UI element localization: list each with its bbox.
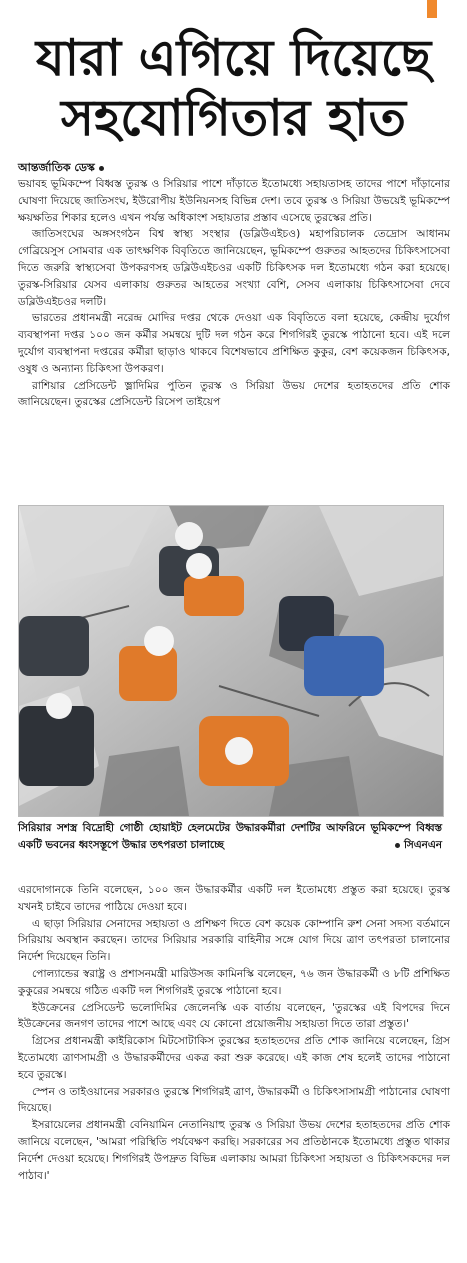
paragraph: এ ছাড়া সিরিয়ার সেনাদের সহায়তা ও প্রশিক্ষণ দিতে বেশ কয়েক কোম্পানি রুশ সেনা সদস্য বর্তমানে সিরিয়ায় অবস্থান করছেন। তাদের সিরিয়ার সরকারি বাহিনীর সঙ্গে যোগ দিয়ে ত্রাণ তৎপরতা চালানোর নির্দেশ দিয়েছেন তিনি।: [18, 917, 450, 964]
headline-line-1: যারা এগিয়ে দিয়েছে: [35, 29, 432, 87]
paragraph: জাতিসংঘের অঙ্গসংগঠন বিশ্ব স্বাস্থ্য সংস্থার (ডব্লিউএইচও) মহাপরিচালক তেদ্রোস আধানম গেব্রিয়েসুস সোমবার এক তাৎক্ষণিক বিবৃতিতে জানিয়েছেন, ভূমিকম্পে গুরুতর আহতদের চিকিৎসাসেবা দিতে জরুরি স্বাস্থ্যসেবা উপকরণসহ ডব্লিউএইচওর একটি চিকিৎসক দল ইতোমধ্যে গঠন করা হয়েছে। তুরস্ক-সিরিয়ার যেসব এলাকায় গুরুতর আহতের সংখ্যা বেশি, সেসব এলাকায় চিকিৎসাসেবা দেবে ডব্লিউএইচওর দলটি।: [18, 228, 450, 308]
paragraph: পোল্যান্ডের স্বরাষ্ট্র ও প্রশাসনমন্ত্রী মারিউসজ কামিনস্কি বলেছেন, ৭৬ জন উদ্ধারকর্মী ও ৮টি প্রশিক্ষিত কুকুরের সমন্বয়ে গঠিত একটি দল শিগগিরই তুরস্কে পাঠানো হবে।: [18, 967, 450, 997]
paragraph: স্পেন ও তাইওয়ানের সরকারও তুরস্কে শিগগিরই ত্রাণ, উদ্ধারকর্মী ও চিকিৎসাসামগ্রী পাঠানোর ঘোষণা দিয়েছে।: [18, 1085, 450, 1115]
caption-text: সিরিয়ার সশস্ত্র বিদ্রোহী গোষ্ঠী হোয়াইট হেলমেটের উদ্ধারকর্মীরা দেশটির আফরিনে ভূমিকম্পে বিধ্বস্ত একটি ভবনের ধ্বংসস্তূপে উদ্ধার তৎপরতা চালাচ্ছে: [18, 822, 442, 851]
section-accent-bar: [427, 0, 437, 18]
dateline: আন্তর্জাতিক ডেস্ক: [18, 160, 450, 176]
paragraph: ভয়াবহ ভূমিকম্পে বিধ্বস্ত তুরস্ক ও সিরিয়ার পাশে দাঁড়াতে ইতোমধ্যে সহায়তাসহ তাদের পাশে দাঁড়ানোর ঘোষণা দিয়েছে জাতিসংঘ, ইউরোপীয় ইউনিয়নসহ বিভিন্ন দেশ। তবে তুরস্ক ও সিরিয়া উভয়েই ভূমিকম্পে ক্ষয়ক্ষতির শিকার হলেও এখন পর্যন্ত অধিকাংশ সহায়তার প্রস্তাব এসেছে তুরস্কের প্রতি।: [18, 178, 450, 224]
article-top-section: [18, 160, 450, 411]
headline-line-2: সহযোগিতার হাত: [61, 89, 406, 147]
photo-credit: সিএনএন: [395, 837, 442, 854]
paragraph: ইসরায়েলের প্রধানমন্ত্রী বেনিয়ামিন নেতানিয়াহু তুরস্ক ও সিরিয়া উভয় দেশের হতাহতদের প্রতি শোক জানিয়ে বলেছেন, 'আমরা পরিস্থিতি পর্যবেক্ষণ করছি। সরকারের সব প্রতিষ্ঠানকে ইতোমধ্যে প্রস্তুত থাকার নির্দেশ দেওয়া হয়েছে। শিগগিরই উপদ্রুত বিভিন্ন এলাকায় আমরা চিকিৎসা সহায়তা ও চিকিৎসকদের দল পাঠাব।': [18, 1119, 450, 1182]
paragraph: এরদোগানকে তিনি বলেছেন, ১০০ জন উদ্ধারকর্মীর একটি দল ইতোমধ্যে প্রস্তুত করা হয়েছে। তুরস্ক যখনই চাইবে তাদের পাঠিয়ে দেওয়া হবে।: [18, 884, 450, 913]
rescue-worker: [19, 616, 89, 676]
paragraph: ভারতের প্রধানমন্ত্রী নরেন্দ্র মোদির দপ্তর থেকে দেওয়া এক বিবৃতিতে বলা হয়েছে, কেন্দ্রীয় দুর্যোগ ব্যবস্থাপনা দপ্তর ১০০ জন কর্মীর সমন্বয়ে দুটি দল গঠন করে শিগগিরই তুরস্কে পাঠানো হবে। এই দলে দুর্যোগ ব্যবস্থাপনা দপ্তরের কর্মীরা ছাড়াও থাকবে বিশেষভাবে প্রশিক্ষিত কুকুর, বেশ কয়েকজন চিকিৎসক, ওষুধ ও অন্যান্য চিকিৎসা উপকরণ।: [18, 312, 450, 375]
paragraph: গ্রিসের প্রধানমন্ত্রী কাইরিকোস মিটসোটাকিস তুরস্কের হতাহতদের প্রতি শোক জানিয়ে বলেছেন, গ্রিস ইতোমধ্যে ত্রাণসামগ্রী ও উদ্ধারকর্মীদের একত্র করা শুরু করেছে। এই কাজ শেষ হলেই তাদের পাঠানো হবে তুরস্কে।: [18, 1035, 450, 1081]
rescue-photo-illustration: [19, 506, 443, 816]
rescue-worker: [19, 693, 94, 786]
rescue-worker: [199, 716, 289, 786]
rescue-photo: [18, 505, 444, 817]
photo-caption: [18, 820, 442, 854]
article-bottom-section: [18, 882, 450, 1184]
paragraph: রাশিয়ার প্রেসিডেন্ট ভ্লাদিমির পুতিন তুরস্ক ও সিরিয়া উভয় দেশের হতাহতদের প্রতি শোক জানিয়েছেন। তুরস্কের প্রেসিডেন্ট রিসেপ তাইয়েপ: [18, 379, 450, 409]
rescue-worker: [304, 636, 384, 696]
headline: [0, 28, 467, 148]
paragraph: ইউক্রেনের প্রেসিডেন্ট ভলোদিমির জেলেনস্কি এক বার্তায় বলেছেন, 'তুরস্কের এই বিপদের দিনে ইউক্রেনের জনগণ তাদের পাশে আছে এবং যে কোনো প্রয়োজনীয় সহায়তা দিতে তারা প্রস্তুত।': [18, 1001, 450, 1031]
bullet-icon: [99, 166, 104, 171]
bullet-icon: [395, 843, 400, 848]
